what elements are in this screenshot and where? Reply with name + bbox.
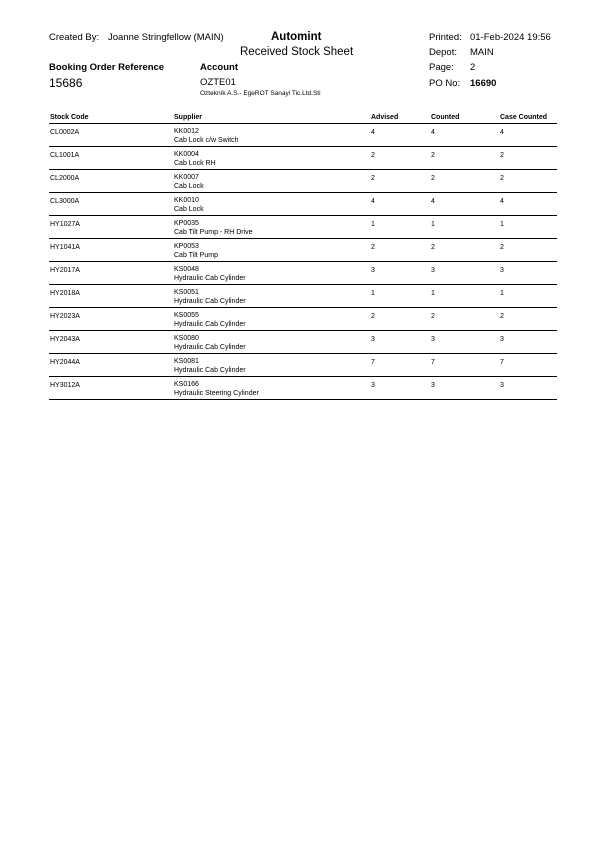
po-value: 16690: [470, 78, 497, 89]
supplier-description: Cab Lock: [174, 206, 204, 213]
advised-value: 1: [371, 290, 375, 297]
advised-value: 4: [371, 198, 375, 205]
supplier-description: Hydraulic Cab Cylinder: [174, 344, 246, 351]
case-counted-value: 2: [500, 175, 504, 182]
counted-value: 2: [431, 175, 435, 182]
stock-code: HY1041A: [50, 244, 80, 251]
advised-value: 3: [371, 336, 375, 343]
table-row: [49, 309, 557, 331]
supplier-description: Cab Tilt Pump - RH Drive: [174, 229, 253, 236]
case-counted-value: 2: [500, 313, 504, 320]
supplier-code: KK0004: [174, 151, 199, 158]
stock-code: CL2000A: [50, 175, 80, 182]
created-by-value: Joanne Stringfellow (MAIN): [108, 32, 224, 43]
stock-code: HY1027A: [50, 221, 80, 228]
supplier-code: KS0166: [174, 381, 199, 388]
account-label: Account: [200, 62, 238, 73]
counted-value: 4: [431, 198, 435, 205]
table-row: [49, 355, 557, 377]
stock-code: HY2043A: [50, 336, 80, 343]
stock-code: HY2018A: [50, 290, 80, 297]
account-name: Oztekník A.S.- EgeROT Sanayi Tic.Ltd.Sti: [200, 90, 321, 97]
counted-value: 7: [431, 359, 435, 366]
counted-value: 3: [431, 336, 435, 343]
advised-value: 2: [371, 244, 375, 251]
stock-table: [49, 125, 557, 401]
supplier-description: Hydraulic Cab Cylinder: [174, 275, 246, 282]
advised-value: 7: [371, 359, 375, 366]
stock-code: HY2044A: [50, 359, 80, 366]
table-row: [49, 263, 557, 285]
col-advised: Advised: [371, 114, 399, 121]
col-case-counted: Case Counted: [500, 114, 548, 121]
printed-value: 01-Feb-2024 19:56: [470, 32, 551, 43]
advised-value: 2: [371, 175, 375, 182]
supplier-description: Cab Lock c/w Switch: [174, 137, 239, 144]
table-row: [49, 148, 557, 170]
counted-value: 4: [431, 129, 435, 136]
page-value: 2: [470, 62, 476, 73]
supplier-description: Hydraulic Cab Cylinder: [174, 298, 246, 305]
supplier-code: KP0035: [174, 220, 199, 227]
supplier-description: Cab Lock: [174, 183, 204, 190]
supplier-code: KP0053: [174, 243, 199, 250]
printed-label: Printed:: [429, 32, 462, 43]
supplier-code: KS0048: [174, 266, 199, 273]
advised-value: 3: [371, 267, 375, 274]
account-value: OZTE01: [200, 77, 236, 88]
case-counted-value: 1: [500, 221, 504, 228]
table-row: [49, 286, 557, 308]
supplier-code: KK0007: [174, 174, 199, 181]
case-counted-value: 2: [500, 244, 504, 251]
stock-code: CL0002A: [50, 129, 80, 136]
stock-code: CL3000A: [50, 198, 80, 205]
supplier-code: KS0080: [174, 335, 199, 342]
supplier-description: Hydraulic Cab Cylinder: [174, 367, 246, 374]
counted-value: 2: [431, 244, 435, 251]
advised-value: 2: [371, 152, 375, 159]
stock-code: HY2023A: [50, 313, 80, 320]
counted-value: 1: [431, 221, 435, 228]
supplier-description: Hydraulic Cab Cylinder: [174, 321, 246, 328]
case-counted-value: 3: [500, 382, 504, 389]
supplier-description: Hydraulic Steering Cylinder: [174, 390, 259, 397]
table-row: [49, 125, 557, 147]
advised-value: 1: [371, 221, 375, 228]
supplier-description: Cab Lock RH: [174, 160, 216, 167]
table-row: [49, 240, 557, 262]
advised-value: 4: [371, 129, 375, 136]
depot-label: Depot:: [429, 47, 457, 58]
stock-code: CL1001A: [50, 152, 80, 159]
sheet-title: Received Stock Sheet: [240, 46, 354, 58]
case-counted-value: 2: [500, 152, 504, 159]
col-counted: Counted: [431, 114, 460, 121]
header-rule: [49, 123, 557, 124]
table-row: [49, 332, 557, 354]
supplier-code: KS0081: [174, 358, 199, 365]
table-row: [49, 217, 557, 239]
supplier-code: KS0051: [174, 289, 199, 296]
table-row: [49, 194, 557, 216]
case-counted-value: 3: [500, 336, 504, 343]
supplier-description: Cab Tilt Pump: [174, 252, 218, 259]
case-counted-value: 3: [500, 267, 504, 274]
po-label: PO No:: [429, 78, 461, 89]
page-label: Page:: [429, 62, 454, 73]
counted-value: 2: [431, 313, 435, 320]
stock-code: HY3012A: [50, 382, 80, 389]
case-counted-value: 7: [500, 359, 504, 366]
booking-value: 15686: [49, 76, 83, 90]
counted-value: 1: [431, 290, 435, 297]
company-name: Automint: [271, 31, 322, 43]
col-supplier: Supplier: [174, 114, 203, 121]
table-row: [49, 378, 557, 400]
case-counted-value: 4: [500, 129, 504, 136]
supplier-code: KS0055: [174, 312, 199, 319]
counted-value: 3: [431, 267, 435, 274]
counted-value: 2: [431, 152, 435, 159]
supplier-code: KK0010: [174, 197, 199, 204]
advised-value: 3: [371, 382, 375, 389]
counted-value: 3: [431, 382, 435, 389]
case-counted-value: 4: [500, 198, 504, 205]
depot-value: MAIN: [470, 47, 494, 58]
booking-label: Booking Order Reference: [49, 62, 165, 73]
created-by-label: Created By:: [49, 32, 100, 43]
supplier-code: KK0012: [174, 128, 199, 135]
case-counted-value: 1: [500, 290, 504, 297]
stock-code: HY2017A: [50, 267, 80, 274]
table-row: [49, 171, 557, 193]
advised-value: 2: [371, 313, 375, 320]
col-stock-code: Stock Code: [50, 114, 89, 121]
